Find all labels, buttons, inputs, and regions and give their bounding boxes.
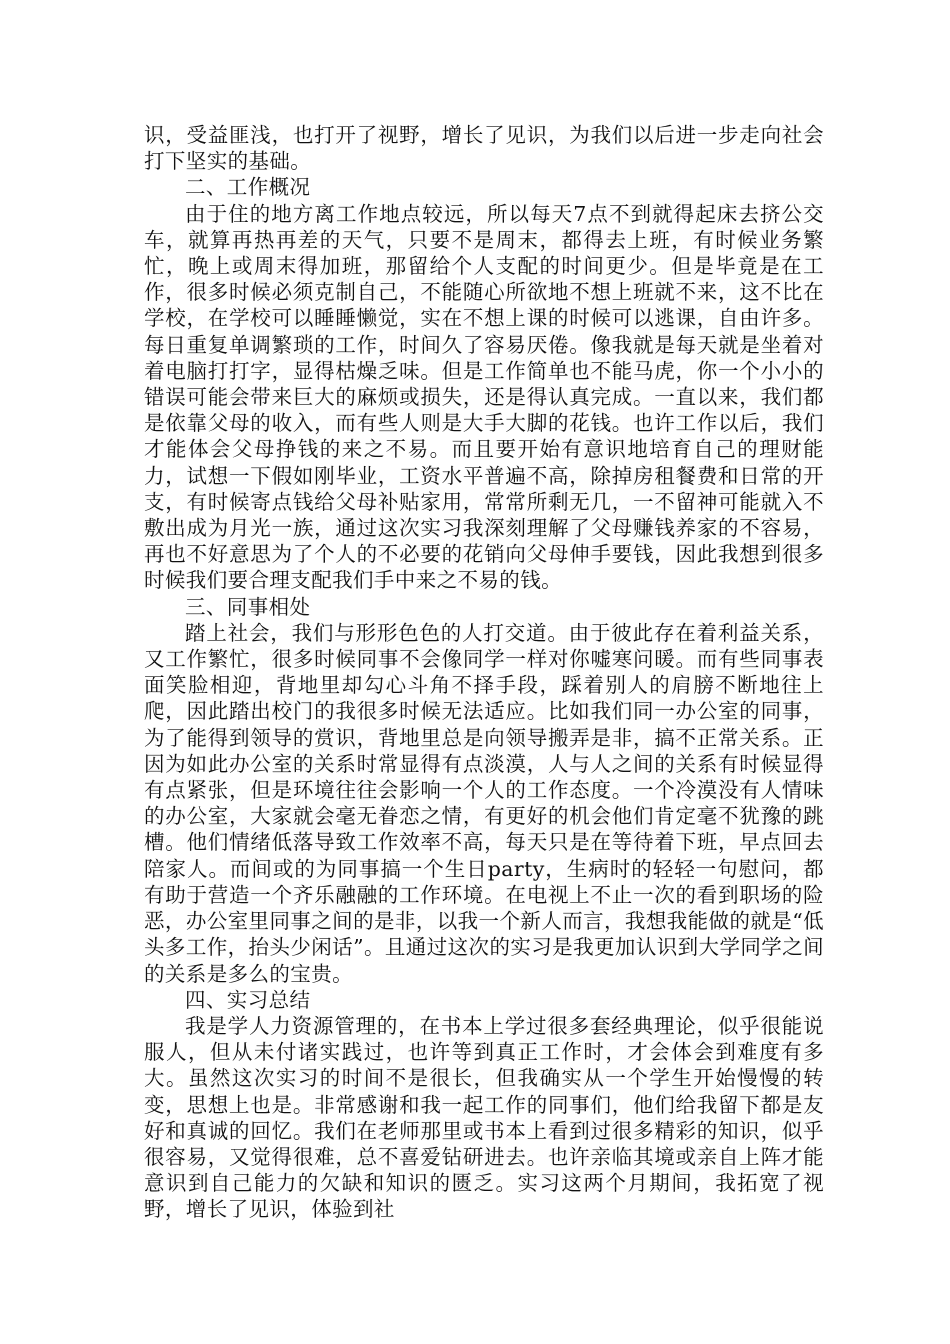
work-overview-paragraph: 由于住的地方离工作地点较远，所以每天7点不到就得起床去挤公交车，就算再热再差的天气，只要不是周末，都得去上班，有时候业务繁忙，晚上或周末得加班，那留给个人支配的时间更少。但是毕竟是在工作，很多时候必须克制自己，不能随心所欲地不想上班就不来，这不比在学校，在学校可以睡睡懒觉，实在不想上课的时候可以逃课，自由许多。每日重复单调繁琐的工作，时间久了容易厌倦。像我就是每天就是坐着对着电脑打打字，显得枯燥乏味。但是工作简单也不能马虎，你一个小小的错误可能会带来巨大的麻烦或损失，还是得认真完成。一直以来，我们都是依靠父母的收入，而有些人则是大手大脚的花钱。也许工作以后，我们才能体会父母挣钱的来之不易。而且要开始有意识地培育自己的理财能力，试想一下假如刚毕业，工资水平普遍不高，除掉房租餐费和日常的开支，有时候寄点钱给父母补贴家用，常常所剩无几，一不留神可能就入不敷出成为月光一族，通过这次实习我深刻理解了父母赚钱养家的不容易，再也不好意思为了个人的不必要的花销向父母伸手要钱，因此我想到很多时候我们要合理支配我们手中来之不易的钱。 bbox=[144, 201, 824, 593]
section-heading-colleagues: 三、同事相处 bbox=[185, 594, 311, 619]
section-heading-work-overview: 二、工作概况 bbox=[185, 175, 311, 200]
document-body bbox=[144, 122, 824, 1223]
colleagues-paragraph: 踏上社会，我们与形形色色的人打交道。由于彼此存在着利益关系，又工作繁忙，很多时候同事不会像同学一样对你嘘寒问暖。而有些同事表面笑脸相迎，背地里却勾心斗角不择手段，踩着别人的肩膀不断地往上爬，因此踏出校门的我很多时候无法适应。比如我们同一办公室的同事，为了能得到领导的赏识，背地里总是向领导搬弄是非，搞不正常关系。正因为如此办公室的关系时常显得有点淡漠，人与人之间的关系有时候显得有点紧张，但是环境往往会影响一个人的工作态度。一个冷漠没有人情味的办公室，大家就会毫无眷恋之情，有更好的机会他们肯定毫不犹豫的跳槽。他们情绪低落导致工作效率不高，每天只是在等待着下班，早点回去陪家人。而间或的为同事搞一个生日party，生病时的轻轻一句慰问，都有助于营造一个齐乐融融的工作环境。在电视上不止一次的看到职场的险恶，办公室里同事之间的是非，以我一个新人而言，我想我能做的就是“低头多工作，抬头少闲话”。且通过这次的实习是我更加认识到大学同学之间的关系是多么的宝贵。 bbox=[144, 620, 824, 986]
continuation-paragraph: 识，受益匪浅，也打开了视野，增长了见识，为我们以后进一步走向社会打下坚实的基础。 bbox=[144, 123, 824, 174]
summary-paragraph: 我是学人力资源管理的，在书本上学过很多套经典理论，似乎很能说服人，但从未付诸实践过，也许等到真正工作时，才会体会到难度有多大。虽然这次实习的时间不是很长，但我确实从一个学生开始慢慢的转变，思想上也是。非常感谢和我一起工作的同事们，他们给我留下都是友好和真诚的回忆。我们在老师那里或书本上看到过很多精彩的知识，似乎很容易，又觉得很难，总不喜爱钻研进去。也许亲临其境或亲自上阵才能意识到自己能力的欠缺和知识的匮乏。实习这两个月期间，我拓宽了视野，增长了见识，体验到社 bbox=[144, 1013, 824, 1222]
section-heading-summary: 四、实习总结 bbox=[185, 987, 311, 1012]
